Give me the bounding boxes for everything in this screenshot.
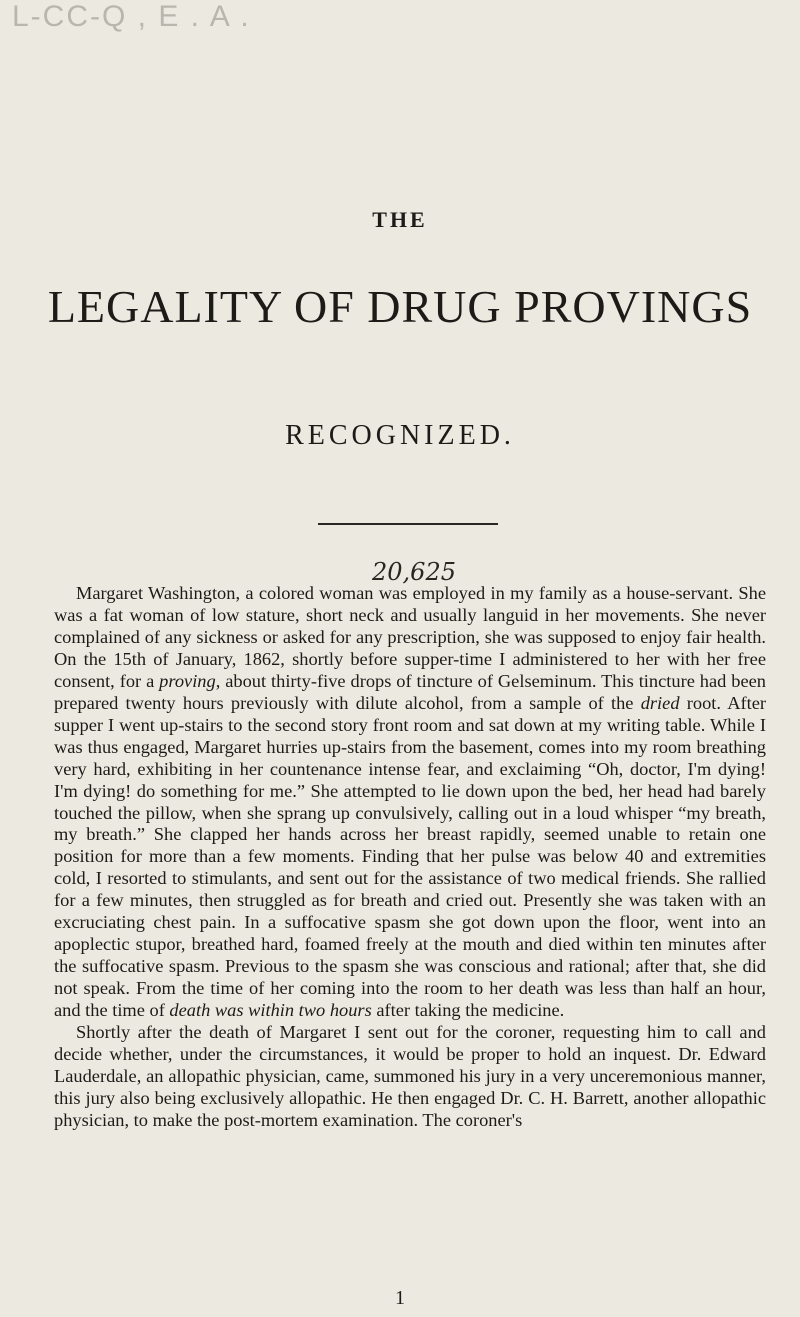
- text-run: Shortly after the death of Margaret I sent out for the coroner, requesting him to call and decide whether, under the circumstances, it would be proper to hold an inquest. Dr. Edward Lauderdale, an allopathic physician, came, summoned his jury in a very unceremonious manner, this jury also being exclusively allopathic. He then engaged Dr. C. H. Barrett, another allopathic physician, to make the post-mortem examination. The coroner's: [54, 1022, 766, 1130]
- emphasis-text: death was within two hours: [169, 1000, 372, 1021]
- text-run: after taking the medicine.: [371, 1000, 565, 1021]
- library-stamp: L-CC-Q , E . A .: [12, 0, 251, 33]
- divider-rule: [318, 523, 498, 525]
- page-title: LEGALITY OF DRUG PROVINGS: [47, 281, 753, 332]
- paragraph: [54, 1022, 766, 1132]
- paragraph: [54, 583, 766, 1022]
- text-run: , about thirty-five drops of tincture of Gelseminum. This tincture had been prepared twenty hours previously with dilute alcohol, from a sample of the: [54, 670, 766, 713]
- emphasis-text: dried: [640, 692, 680, 713]
- page-number: 1: [395, 1287, 405, 1309]
- heading-the: THE: [372, 207, 428, 232]
- emphasis-text: proving: [159, 670, 216, 691]
- handwritten-annotation: 20,625: [372, 558, 456, 586]
- text-run: root. After supper I went up-stairs to the second story front room and sat down at my writing table. While I was thus engaged, Margaret hurries up-stairs from the basement, comes into my room breathing very hard, exhibiting in her countenance intense fear, and exclaiming “Oh, doctor, I'm dying! I'm dying! do something for me.” She attempted to lie down upon the bed, her head had barely touched the pillow, when she sprang up convulsively, calling out in a loud whisper “my breath, my breath.” She clapped her hands across her breast rapidly, seemed unable to retain one position for more than a few moments. Finding that her pulse was below 40 and extremities cold, I resorted to stimulants, and sent out for the assistance of two medical friends. She rallied for a few minutes, then struggled as for breath and cried out. Presently she was taken with an excruciating chest pain. In a suffocative spasm she got down upon the floor, went into an apoplectic stupor, breathed hard, foamed freely at the mouth and died within ten minutes after the suffocative spasm. Previous to the spasm she was conscious and rational; after that, she did not speak. From the time of her coming into the room to her death was less than half an hour, and the time of: [54, 692, 766, 1021]
- body-text: [54, 583, 766, 1132]
- text-run: Margaret Washington, a colored woman was employed in my family as a house-servant. She was a fat woman of low stature, short neck and usually languid in her movements. She never complained of any sickness or asked for any prescription, she was supposed to enjoy fair health. On the 15th of January, 1862, shortly before supper-time I administered to her with her free consent, for a: [54, 583, 766, 691]
- page-subtitle: RECOGNIZED.: [285, 420, 515, 451]
